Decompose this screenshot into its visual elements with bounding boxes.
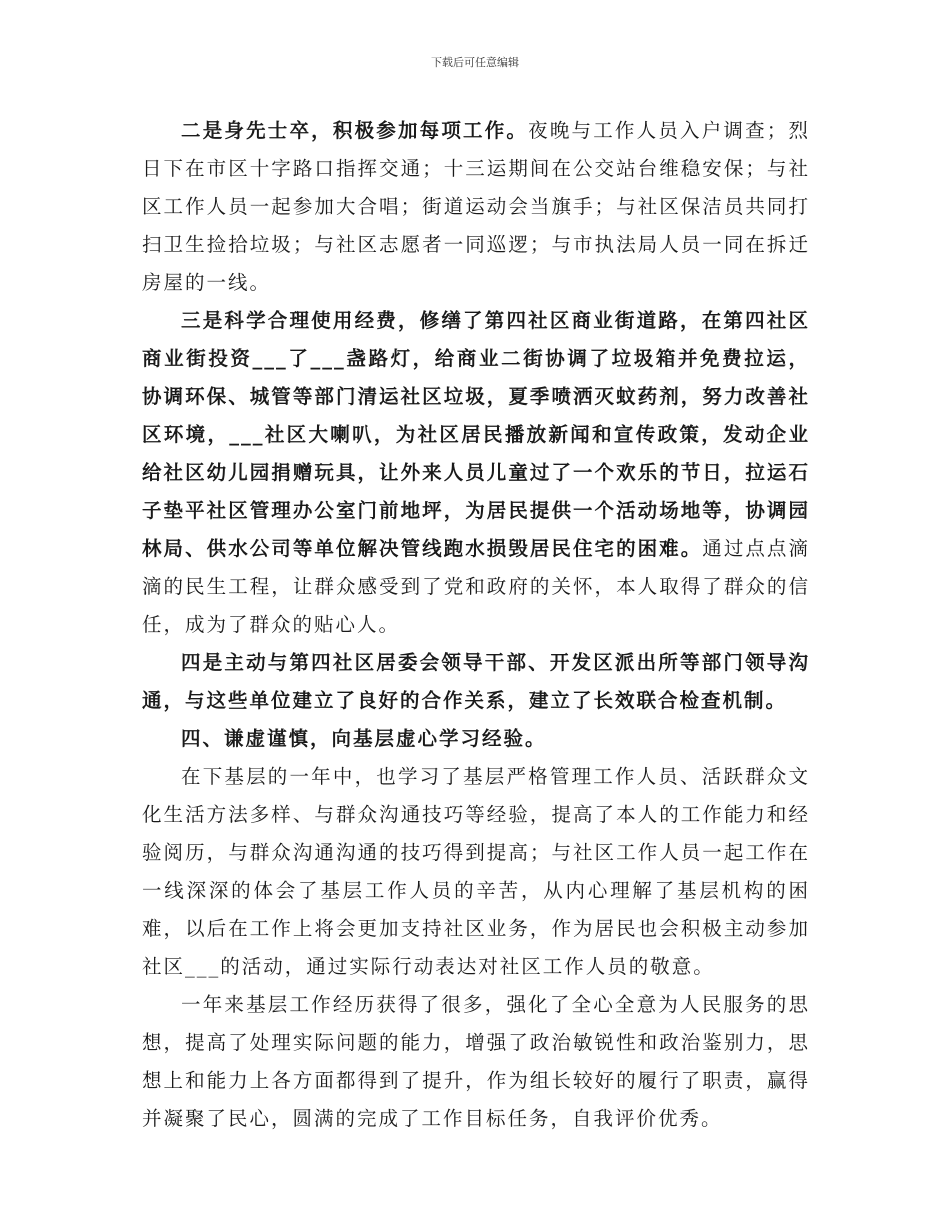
paragraph-4-lead: 四是主动与第四社区居委会领导干部、开发区派出所等部门领导沟通，与这些单位建立了良好的合作关系，建立了长效联合检查机制。 [142,651,810,712]
page-header: 下载后可任意编辑 [431,56,519,69]
section-heading: 四、谦虚谨慎，向基层虚心学习经验。 [181,727,547,750]
paragraph-2-lead: 二是身先士卒，积极参加每项工作。 [181,119,529,142]
paragraph-4 [142,644,810,720]
paragraph-3-text: 通过点点滴滴的民生工程，让群众感受到了党和政府的关怀，本人取得了群众的信任，成为了群众的贴心人。 [142,537,810,636]
document-body [142,112,810,1138]
closing-paragraph-2: 一年来基层工作经历获得了很多，强化了全心全意为人民服务的思想，提高了处理实际问题的能力，增强了政治敏锐性和政治鉴别力，思想上和能力上各方面都得到了提升，作为组长较好的履行了职责，赢得并凝聚了民心，圆满的完成了工作目标任务，自我评价优秀。 [142,993,810,1130]
paragraph-2-text: 夜晚与工作人员入户调查；烈日下在市区十字路口指挥交通；十三运期间在公交站台维稳安保；与社区工作人员一起参加大合唱；街道运动会当旗手；与社区保洁员共同打扫卫生捡拾垃圾；与社区志愿者一同巡逻；与市执法局人员一同在拆迁房屋的一线。 [142,119,810,294]
paragraph-3 [142,302,810,644]
closing-paragraph-1: 在下基层的一年中，也学习了基层严格管理工作人员、活跃群众文化生活方法多样、与群众沟通技巧等经验，提高了本人的工作能力和经验阅历，与群众沟通沟通的技巧得到提高；与社区工作人员一起工作在一线深深的体会了基层工作人员的辛苦，从内心理解了基层机构的困难，以后在工作上将会更加支持社区业务，作为居民也会积极主动参加社区___的活动，通过实际行动表达对社区工作人员的敬意。 [142,765,810,978]
paragraph-2 [142,112,810,302]
paragraph-3-lead: 三是科学合理使用经费，修缮了第四社区商业街道路，在第四社区商业街投资___了___盏路灯，给商业二街协调了垃圾箱并免费拉运，协调环保、城管等部门清运社区垃圾，夏季喷洒灭蚊药剂，努力改善社区环境，___社区大喇叭，为社区居民播放新闻和宣传政策，发动企业给社区幼儿园捐赠玩具，让外来人员儿童过了一个欢乐的节日，拉运石子垫平社区管理办公室门前地坪，为居民提供一个活动场地等，协调园林局、供水公司等单位解决管线跑水损毁居民住宅的困难。 [142,309,810,560]
